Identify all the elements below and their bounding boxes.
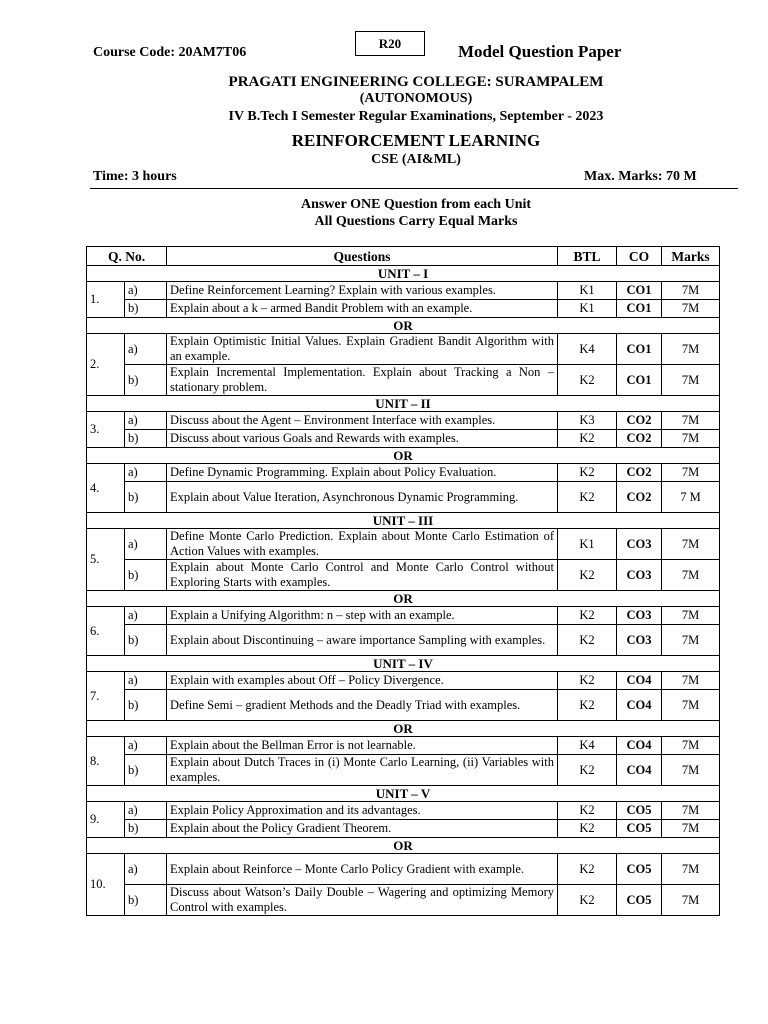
- bloom-level: K2: [558, 802, 617, 820]
- bloom-level: K2: [558, 365, 617, 396]
- question-row: [87, 690, 720, 721]
- course-outcome: CO1: [617, 300, 662, 318]
- question-marks: 7M: [662, 412, 720, 430]
- bloom-level: K2: [558, 885, 617, 916]
- question-marks: 7M: [662, 300, 720, 318]
- question-marks: 7M: [662, 625, 720, 656]
- question-row: [87, 755, 720, 786]
- course-outcome: CO2: [617, 464, 662, 482]
- course-outcome: CO4: [617, 755, 662, 786]
- header-marks: Marks: [662, 247, 720, 266]
- question-row: [87, 300, 720, 318]
- exam-title: IV B.Tech I Semester Regular Examinations, September - 2023: [228, 109, 604, 124]
- question-text: Explain about Dutch Traces in (i) Monte Carlo Learning, (ii) Variables with examples.: [167, 755, 558, 786]
- or-separator-row: [87, 591, 720, 607]
- header-btl: BTL: [558, 247, 617, 266]
- question-part-label: b): [125, 482, 167, 513]
- question-marks: 7M: [662, 854, 720, 885]
- question-text: Explain a Unifying Algorithm: n – step with an example.: [167, 607, 558, 625]
- question-marks: 7M: [662, 737, 720, 755]
- or-separator-row: [87, 838, 720, 854]
- course-outcome: CO2: [617, 482, 662, 513]
- course-outcome: CO3: [617, 529, 662, 560]
- question-text: Explain with examples about Off – Policy Divergence.: [167, 672, 558, 690]
- question-row: [87, 802, 720, 820]
- question-row: [87, 529, 720, 560]
- question-part-label: b): [125, 365, 167, 396]
- autonomous-label: (AUTONOMOUS): [359, 91, 473, 106]
- or-label: OR: [87, 448, 720, 464]
- or-label: OR: [87, 721, 720, 737]
- question-row: [87, 625, 720, 656]
- header-questions: Questions: [167, 247, 558, 266]
- course-outcome: CO3: [617, 560, 662, 591]
- question-marks: 7M: [662, 334, 720, 365]
- course-outcome: CO2: [617, 412, 662, 430]
- question-number: 6.: [87, 607, 125, 656]
- question-marks: 7M: [662, 802, 720, 820]
- question-part-label: b): [125, 690, 167, 721]
- course-outcome: CO1: [617, 282, 662, 300]
- course-outcome: CO5: [617, 802, 662, 820]
- question-part-label: b): [125, 820, 167, 838]
- question-text: Explain about Value Iteration, Asynchronous Dynamic Programming.: [167, 482, 558, 513]
- question-row: [87, 607, 720, 625]
- question-row: [87, 854, 720, 885]
- question-row: [87, 365, 720, 396]
- unit-title: UNIT – IV: [87, 656, 720, 672]
- unit-title: UNIT – I: [87, 266, 720, 282]
- question-marks: 7M: [662, 820, 720, 838]
- course-outcome: CO4: [617, 737, 662, 755]
- course-outcome: CO3: [617, 625, 662, 656]
- question-text: Define Reinforcement Learning? Explain with various examples.: [167, 282, 558, 300]
- unit-title: UNIT – V: [87, 786, 720, 802]
- question-number: 7.: [87, 672, 125, 721]
- max-marks: Max. Marks: 70 M: [584, 169, 697, 184]
- bloom-level: K2: [558, 820, 617, 838]
- course-outcome: CO4: [617, 672, 662, 690]
- bloom-level: K2: [558, 690, 617, 721]
- question-marks: 7M: [662, 529, 720, 560]
- question-marks: 7M: [662, 282, 720, 300]
- bloom-level: K2: [558, 625, 617, 656]
- branch-label: CSE (AI&ML): [371, 152, 461, 167]
- header-co: CO: [617, 247, 662, 266]
- exam-time: Time: 3 hours: [93, 169, 177, 184]
- question-text: Discuss about the Agent – Environment Interface with examples.: [167, 412, 558, 430]
- question-number: 4.: [87, 464, 125, 513]
- question-part-label: b): [125, 885, 167, 916]
- question-part-label: a): [125, 607, 167, 625]
- question-part-label: a): [125, 334, 167, 365]
- bloom-level: K1: [558, 282, 617, 300]
- question-row: [87, 885, 720, 916]
- unit-heading-row: [87, 266, 720, 282]
- question-marks: 7 M: [662, 482, 720, 513]
- bloom-level: K3: [558, 412, 617, 430]
- course-outcome: CO5: [617, 885, 662, 916]
- course-outcome: CO5: [617, 854, 662, 885]
- question-number: 2.: [87, 334, 125, 396]
- question-marks: 7M: [662, 560, 720, 591]
- course-outcome: CO3: [617, 607, 662, 625]
- question-text: Explain Optimistic Initial Values. Explain Gradient Bandit Algorithm with an example.: [167, 334, 558, 365]
- question-text: Explain about Monte Carlo Control and Monte Carlo Control without Exploring Starts with examples.: [167, 560, 558, 591]
- question-marks: 7M: [662, 672, 720, 690]
- question-part-label: a): [125, 412, 167, 430]
- header-qno: Q. No.: [87, 247, 167, 266]
- or-separator-row: [87, 318, 720, 334]
- unit-heading-row: [87, 396, 720, 412]
- question-table: [86, 246, 720, 916]
- question-number: 3.: [87, 412, 125, 448]
- course-outcome: CO2: [617, 430, 662, 448]
- question-number: 9.: [87, 802, 125, 838]
- bloom-level: K2: [558, 755, 617, 786]
- question-marks: 7M: [662, 365, 720, 396]
- unit-title: UNIT – II: [87, 396, 720, 412]
- question-table-body: [87, 266, 720, 916]
- bloom-level: K2: [558, 607, 617, 625]
- question-row: [87, 672, 720, 690]
- question-text: Define Dynamic Programming. Explain about Policy Evaluation.: [167, 464, 558, 482]
- question-part-label: b): [125, 560, 167, 591]
- question-text: Explain about Discontinuing – aware importance Sampling with examples.: [167, 625, 558, 656]
- question-row: [87, 737, 720, 755]
- question-part-label: a): [125, 282, 167, 300]
- bloom-level: K1: [558, 300, 617, 318]
- bloom-level: K2: [558, 482, 617, 513]
- paper-header: [0, 0, 768, 240]
- course-outcome: CO4: [617, 690, 662, 721]
- header-divider: [90, 188, 738, 189]
- question-text: Explain Policy Approximation and its advantages.: [167, 802, 558, 820]
- unit-heading-row: [87, 513, 720, 529]
- bloom-level: K1: [558, 529, 617, 560]
- unit-title: UNIT – III: [87, 513, 720, 529]
- question-text: Explain Incremental Implementation. Explain about Tracking a Non – stationary problem.: [167, 365, 558, 396]
- question-text: Discuss about Watson’s Daily Double – Wagering and optimizing Memory Control with examples.: [167, 885, 558, 916]
- question-number: 10.: [87, 854, 125, 916]
- bloom-level: K2: [558, 854, 617, 885]
- question-part-label: a): [125, 529, 167, 560]
- subject-title: REINFORCEMENT LEARNING: [291, 131, 541, 150]
- question-part-label: b): [125, 755, 167, 786]
- question-text: Define Monte Carlo Prediction. Explain about Monte Carlo Estimation of Action Values with examples.: [167, 529, 558, 560]
- question-row: [87, 820, 720, 838]
- question-part-label: a): [125, 464, 167, 482]
- course-outcome: CO1: [617, 365, 662, 396]
- question-row: [87, 334, 720, 365]
- instruction-line-2: All Questions Carry Equal Marks: [314, 214, 518, 229]
- bloom-level: K2: [558, 430, 617, 448]
- college-name: PRAGATI ENGINEERING COLLEGE: SURAMPALEM: [228, 74, 604, 90]
- question-marks: 7M: [662, 430, 720, 448]
- unit-heading-row: [87, 786, 720, 802]
- question-row: [87, 482, 720, 513]
- question-part-label: a): [125, 854, 167, 885]
- question-text: Explain about the Policy Gradient Theorem.: [167, 820, 558, 838]
- question-row: [87, 464, 720, 482]
- question-number: 8.: [87, 737, 125, 786]
- question-text: Discuss about various Goals and Rewards with examples.: [167, 430, 558, 448]
- bloom-level: K2: [558, 464, 617, 482]
- question-number: 1.: [87, 282, 125, 318]
- bloom-level: K4: [558, 737, 617, 755]
- question-part-label: a): [125, 802, 167, 820]
- question-text: Define Semi – gradient Methods and the Deadly Triad with examples.: [167, 690, 558, 721]
- question-marks: 7M: [662, 607, 720, 625]
- instruction-line-1: Answer ONE Question from each Unit: [300, 197, 532, 212]
- bloom-level: K4: [558, 334, 617, 365]
- question-part-label: b): [125, 430, 167, 448]
- question-row: [87, 412, 720, 430]
- question-text: Explain about the Bellman Error is not learnable.: [167, 737, 558, 755]
- question-part-label: b): [125, 625, 167, 656]
- question-part-label: a): [125, 737, 167, 755]
- regulation-box: R20: [355, 31, 425, 56]
- or-separator-row: [87, 448, 720, 464]
- course-outcome: CO5: [617, 820, 662, 838]
- or-label: OR: [87, 838, 720, 854]
- question-number: 5.: [87, 529, 125, 591]
- or-separator-row: [87, 721, 720, 737]
- question-part-label: b): [125, 300, 167, 318]
- question-marks: 7M: [662, 885, 720, 916]
- question-marks: 7M: [662, 690, 720, 721]
- question-row: [87, 282, 720, 300]
- course-code: Course Code: 20AM7T06: [93, 45, 247, 60]
- paper-type: Model Question Paper: [458, 42, 622, 61]
- course-outcome: CO1: [617, 334, 662, 365]
- table-header-row: [87, 247, 720, 266]
- unit-heading-row: [87, 656, 720, 672]
- bloom-level: K2: [558, 672, 617, 690]
- bloom-level: K2: [558, 560, 617, 591]
- question-marks: 7M: [662, 755, 720, 786]
- or-label: OR: [87, 591, 720, 607]
- question-row: [87, 430, 720, 448]
- question-part-label: a): [125, 672, 167, 690]
- question-text: Explain about Reinforce – Monte Carlo Policy Gradient with example.: [167, 854, 558, 885]
- question-text: Explain about a k – armed Bandit Problem with an example.: [167, 300, 558, 318]
- question-marks: 7M: [662, 464, 720, 482]
- or-label: OR: [87, 318, 720, 334]
- question-row: [87, 560, 720, 591]
